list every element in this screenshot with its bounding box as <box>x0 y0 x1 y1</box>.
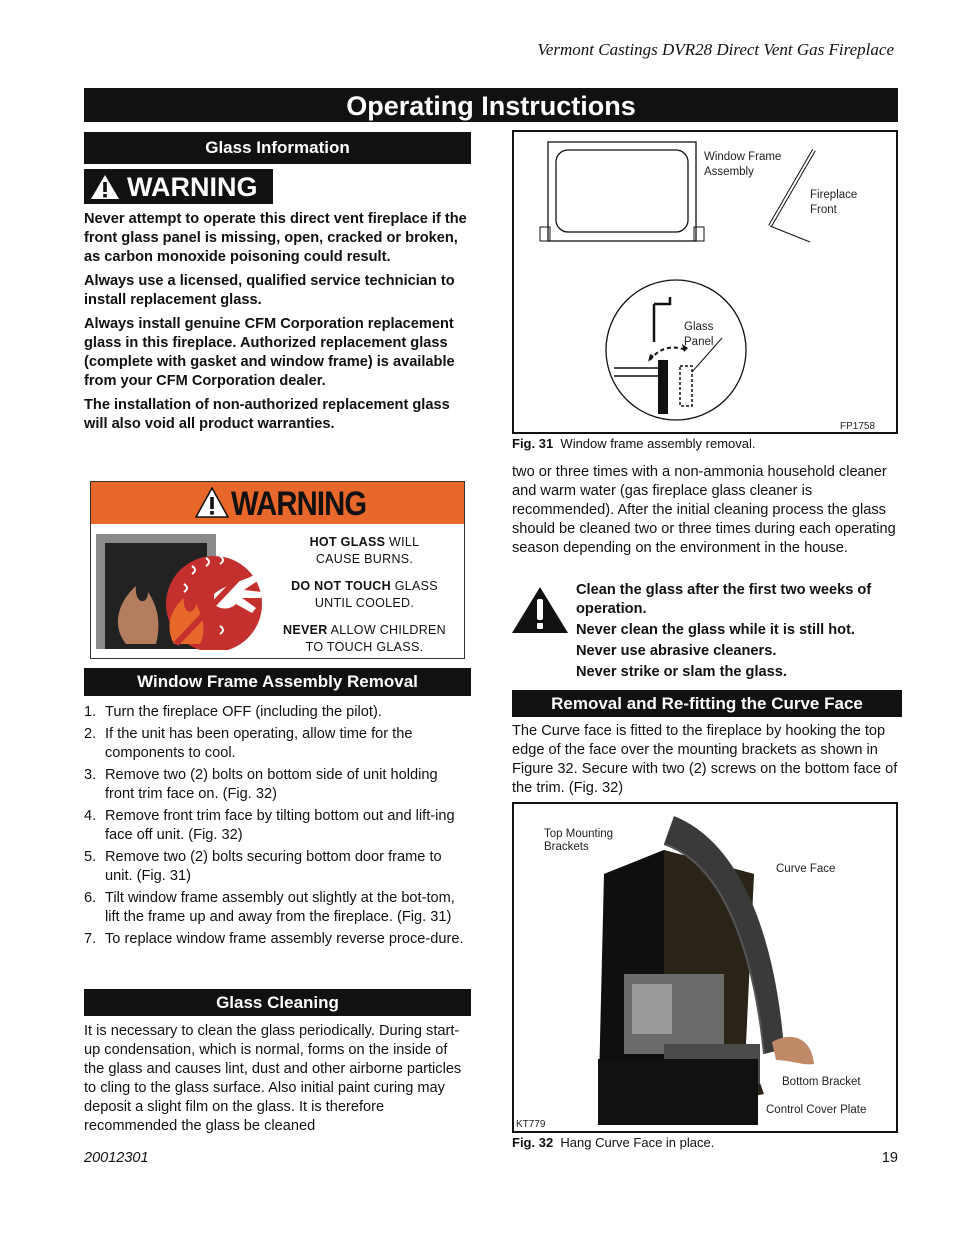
warning-paragraph: The installation of non-authorized replacement glass will also void all product warranties. <box>84 397 450 432</box>
caution-triangle-icon <box>511 586 569 634</box>
glass-cleaning-paragraph-continued: two or three times with a non-ammonia household cleaner and warm water (gas fireplace glass cleaner is recommended). After the initial cleaning process the glass should be cleaned two or three times during each operating season depending on the environment in the house. <box>512 464 896 556</box>
section-heading-window-frame-removal: Window Frame Assembly Removal <box>84 668 471 696</box>
page-number: 19 <box>881 1150 898 1166</box>
label-control-cover-plate: Control Cover Plate <box>766 1104 867 1116</box>
section-heading-glass-information: Glass Information <box>84 132 471 164</box>
list-item: 5. Remove two (2) bolts securing bottom door frame to unit. (Fig. 31) <box>84 849 442 884</box>
figure-code: KT779 <box>516 1119 546 1130</box>
caption-number: Fig. 31 <box>512 436 554 451</box>
figure-31-diagram <box>512 130 898 434</box>
caption-text: Window frame assembly removal. <box>560 436 756 451</box>
warning-label: WARNING <box>127 172 258 202</box>
caption-number: Fig. 32 <box>512 1135 554 1150</box>
never-text: NEVER <box>283 623 328 637</box>
warning-text: ALLOW CHILDREN <box>327 623 446 637</box>
list-item: 1. Turn the fireplace OFF (including the pilot). <box>84 704 382 720</box>
hot-glass-hand-burn-icon <box>96 534 264 650</box>
warning-label-header <box>91 482 464 524</box>
curve-face-paragraph: The Curve face is fitted to the fireplace by hooking the top edge of the face over the mounting brackets as shown in Figure 32. Secure with two (2) screws on the bottom face of the trim. (Fig. 32) <box>512 723 898 796</box>
label-curve-face: Curve Face <box>776 863 836 875</box>
figure-32-photo <box>512 802 898 1133</box>
warning-paragraph: Never attempt to operate this direct vent fireplace if the front glass panel is missing, open, cracked or broken, as carbon monoxide poisoning could result. <box>84 211 467 265</box>
warning-paragraph: Always use a licensed, qualified service technician to install replacement glass. <box>84 273 455 308</box>
list-item: 7. To replace window frame assembly reverse proce-dure. <box>84 931 464 947</box>
figure-code: FP1758 <box>840 421 876 432</box>
label-fireplace-front: Fireplace Front <box>810 189 858 216</box>
warning-text: TO TOUCH GLASS. <box>305 640 424 654</box>
caption-text: Hang Curve Face in place. <box>560 1135 715 1150</box>
figure-31-caption <box>512 436 755 451</box>
list-item: 2. If the unit has been operating, allow time for the components to cool. <box>84 726 413 761</box>
warning-text: WILL <box>385 535 420 549</box>
list-item: 4. Remove front trim face by tilting bottom out and lift-ing face off unit. (Fig. 32) <box>84 808 455 843</box>
list-item: 6. Tilt window frame assembly out slightly at the bot-tom, lift the frame up and away from the fireplace. (Fig. 31) <box>84 890 455 925</box>
list-item: 3. Remove two (2) bolts on bottom side of unit holding front trim face on. (Fig. 32) <box>84 767 438 802</box>
page-title: Operating Instructions <box>84 88 898 122</box>
glass-cleaning-paragraph: It is necessary to clean the glass periodically. During start-up condensation, which is normal, forms on the inside of the glass and causes lint, dust and other airborne particles to cling to the glass surface. Also initial paint curing may deposit a slight film on the glass. It is therefore recommended the glass be cleaned <box>84 1023 462 1134</box>
section-heading-curve-face: Removal and Re-fitting the Curve Face <box>512 690 902 717</box>
warning-text: UNTIL COOLED. <box>314 596 415 610</box>
warning-paragraph: Always install genuine CFM Corporation replacement glass in this fireplace. Authorized replacement glass (complete with gasket and window frame) is available from your CFM Corporation dealer. <box>84 316 455 389</box>
hot-glass-text: HOT GLASS <box>309 535 386 549</box>
caution-text: Never use abrasive cleaners. <box>576 643 777 659</box>
do-not-touch-text: DO NOT TOUCH <box>291 579 391 593</box>
figure-32-caption <box>512 1135 714 1150</box>
warning-text: GLASS <box>390 579 438 593</box>
hot-glass-warning-label <box>90 481 465 659</box>
warning-banner <box>84 169 273 204</box>
glass-warning-text <box>84 210 469 434</box>
warning-triangle-icon <box>195 487 229 518</box>
warning-label-text-block <box>273 534 456 654</box>
caution-text: Clean the glass after the first two weeks of operation. <box>576 582 872 617</box>
caution-text: Never strike or slam the glass. <box>576 664 787 680</box>
window-removal-steps <box>84 703 469 952</box>
document-number: 20012301 <box>84 1150 149 1166</box>
caution-text: Never clean the glass while it is still hot. <box>576 622 855 638</box>
label-top-mounting-brackets: Top Mounting Brackets <box>544 828 614 853</box>
section-heading-glass-cleaning: Glass Cleaning <box>84 989 471 1016</box>
warning-text: CAUSE BURNS. <box>315 552 414 566</box>
label-bottom-bracket: Bottom Bracket <box>782 1076 861 1088</box>
warning-triangle-icon <box>90 174 120 200</box>
glass-cleaning-cautions <box>576 581 900 682</box>
label-glass-panel: Glass Panel <box>684 321 714 348</box>
label-window-frame-assembly: Window Frame Assembly <box>704 151 782 178</box>
warning-label-text: WARNING <box>231 485 367 523</box>
document-header-title: Vermont Castings DVR28 Direct Vent Gas Fireplace <box>537 40 894 59</box>
